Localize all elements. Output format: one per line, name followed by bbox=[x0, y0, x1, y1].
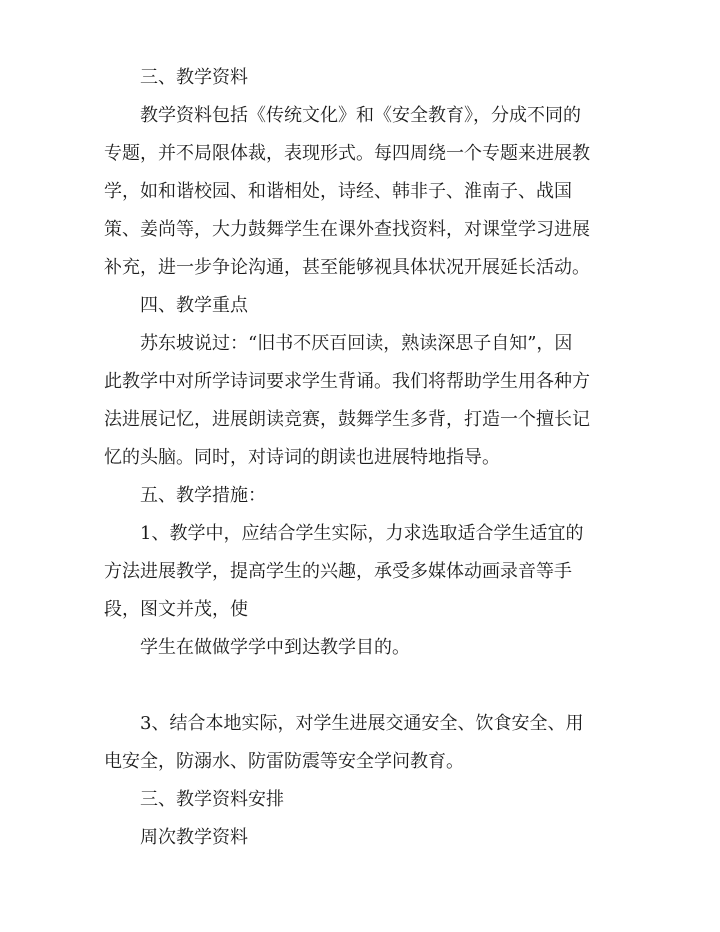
paragraph-line: 策、姜尚等，大力鼓舞学生在课外查找资料，对课堂学习进展 bbox=[104, 219, 590, 240]
section-heading-teaching-measures: 五、教学措施： bbox=[140, 485, 266, 506]
paragraph-line: 法进展记忆，进展朗读竞赛，鼓舞学生多背，打造一个擅长记 bbox=[104, 409, 590, 430]
list-item-line: 电安全，防溺水、防雷防震等安全学问教育。 bbox=[104, 751, 464, 772]
section-heading-materials-schedule: 三、教学资料安排 bbox=[140, 789, 284, 810]
table-heading-weekly-materials: 周次教学资料 bbox=[140, 827, 248, 848]
list-item-line: 3、结合本地实际，对学生进展交通安全、饮食安全、用 bbox=[140, 713, 584, 734]
paragraph-line: 补充，进一步争论沟通，甚至能够视具体状况开展延长活动。 bbox=[104, 257, 590, 278]
section-heading-teaching-materials: 三、教学资料 bbox=[140, 67, 248, 88]
list-item-line: 学生在做做学学中到达教学目的。 bbox=[140, 637, 410, 658]
paragraph-line: 此教学中对所学诗词要求学生背诵。我们将帮助学生用各种方 bbox=[104, 371, 590, 392]
section-heading-teaching-focus: 四、教学重点 bbox=[140, 295, 248, 316]
paragraph-line: 忆的头脑。同时，对诗词的朗读也进展特地指导。 bbox=[104, 447, 500, 468]
paragraph-line: 苏东坡说过：“旧书不厌百回读，熟读深思子自知”，因 bbox=[140, 333, 573, 354]
list-item-line: 方法进展教学，提高学生的兴趣，承受多媒体动画录音等手 bbox=[104, 561, 572, 582]
paragraph-line: 专题，并不局限体裁，表现形式。每四周绕一个专题来进展教 bbox=[104, 143, 590, 164]
list-item-line: 1、教学中，应结合学生实际，力求选取适合学生适宜的 bbox=[140, 523, 584, 544]
list-item-line: 段，图文并茂，使 bbox=[104, 599, 248, 620]
paragraph-line: 学，如和谐校园、和谐相处，诗经、韩非子、淮南子、战国 bbox=[104, 181, 572, 202]
paragraph-line: 教学资料包括《传统文化》和《安全教育》，分成不同的 bbox=[140, 105, 581, 126]
